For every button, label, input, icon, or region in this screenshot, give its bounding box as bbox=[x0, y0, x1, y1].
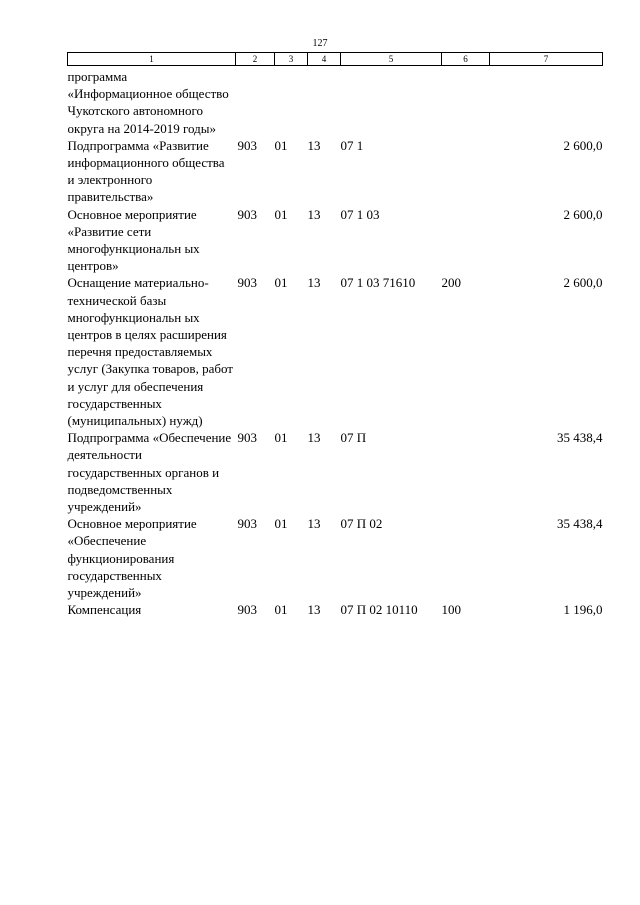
table-row bbox=[68, 429, 603, 515]
row-target-article: 07 1 bbox=[340, 137, 364, 153]
column-header-3: 3 bbox=[275, 53, 308, 66]
row-subsection: 13 bbox=[307, 602, 321, 618]
row-code-admin: 903 bbox=[237, 602, 257, 618]
row-section bbox=[275, 66, 308, 137]
column-header-4: 4 bbox=[308, 53, 341, 66]
table-header bbox=[68, 53, 603, 66]
row-amount: 2 600,0 bbox=[563, 206, 603, 222]
row-amount: 2 600,0 bbox=[563, 275, 603, 291]
row-name: программа «Информационное общество Чукотского автономного округа на 2014-2019 годы» bbox=[67, 69, 229, 136]
row-target-article: 07 П bbox=[340, 430, 367, 446]
row-amount bbox=[490, 66, 603, 137]
row-amount: 2 600,0 bbox=[563, 137, 603, 153]
row-target-article: 07 1 03 71610 bbox=[340, 275, 416, 291]
row-expense-type bbox=[442, 515, 490, 601]
header-row bbox=[68, 53, 603, 66]
row-section: 01 bbox=[274, 137, 288, 153]
page-number: 127 bbox=[312, 38, 328, 49]
row-expense-type bbox=[442, 206, 490, 275]
table-row bbox=[68, 137, 603, 206]
row-target-article: 07 П 02 bbox=[340, 516, 383, 532]
row-amount: 1 196,0 bbox=[563, 602, 603, 618]
row-section: 01 bbox=[274, 275, 288, 291]
table-body bbox=[68, 66, 603, 619]
row-name: Основное мероприятие «Обеспечение функционирования государственных учреждений» bbox=[67, 516, 197, 601]
row-code-admin: 903 bbox=[237, 516, 257, 532]
column-header-5: 5 bbox=[341, 53, 442, 66]
row-amount: 35 438,4 bbox=[557, 516, 603, 532]
row-amount: 35 438,4 bbox=[557, 430, 603, 446]
row-name: Компенсация bbox=[67, 602, 142, 618]
table-row bbox=[68, 601, 603, 618]
row-section: 01 bbox=[274, 602, 288, 618]
row-expense-type: 100 bbox=[441, 602, 461, 618]
column-header-2: 2 bbox=[236, 53, 275, 66]
row-subsection: 13 bbox=[307, 516, 321, 532]
row-subsection: 13 bbox=[307, 137, 321, 153]
table-row bbox=[68, 66, 603, 137]
table-row bbox=[68, 515, 603, 601]
budget-table bbox=[67, 52, 603, 619]
row-name: Подпрограмма «Развитие информационного общества и электронного правительства» bbox=[67, 137, 225, 205]
row-code-admin: 903 bbox=[237, 275, 257, 291]
row-name: Основное мероприятие «Развитие сети многофункциональн ых центров» bbox=[67, 206, 200, 274]
row-code-admin: 903 bbox=[237, 137, 257, 153]
row-target-article bbox=[341, 66, 442, 137]
row-expense-type bbox=[442, 66, 490, 137]
column-header-1: 1 bbox=[68, 53, 236, 66]
row-section: 01 bbox=[274, 206, 288, 222]
table-row bbox=[68, 206, 603, 275]
row-code-admin: 903 bbox=[237, 430, 257, 446]
row-target-article: 07 1 03 bbox=[340, 206, 380, 222]
column-header-7: 7 bbox=[490, 53, 603, 66]
row-subsection: 13 bbox=[307, 275, 321, 291]
row-expense-type bbox=[442, 137, 490, 206]
row-target-article: 07 П 02 10110 bbox=[340, 602, 418, 618]
row-subsection: 13 bbox=[307, 206, 321, 222]
row-code-admin: 903 bbox=[237, 206, 257, 222]
row-expense-type: 200 bbox=[441, 275, 461, 291]
row-code-admin bbox=[236, 66, 275, 137]
column-header-6: 6 bbox=[442, 53, 490, 66]
row-subsection: 13 bbox=[307, 430, 321, 446]
row-subsection bbox=[308, 66, 341, 137]
row-name: Подпрограмма «Обеспечение деятельности государственных органов и подведомственных учреждений» bbox=[67, 430, 232, 515]
row-name: Оснащение материально-технической базы многофункциональн ых центров в целях расширения перечня предоставляемых услуг (Закупка товаров, работ и услуг для обеспечения государственных (муниципальных) нужд) bbox=[67, 275, 233, 429]
table-row bbox=[68, 274, 603, 429]
row-section: 01 bbox=[274, 516, 288, 532]
row-section: 01 bbox=[274, 430, 288, 446]
row-expense-type bbox=[442, 429, 490, 515]
